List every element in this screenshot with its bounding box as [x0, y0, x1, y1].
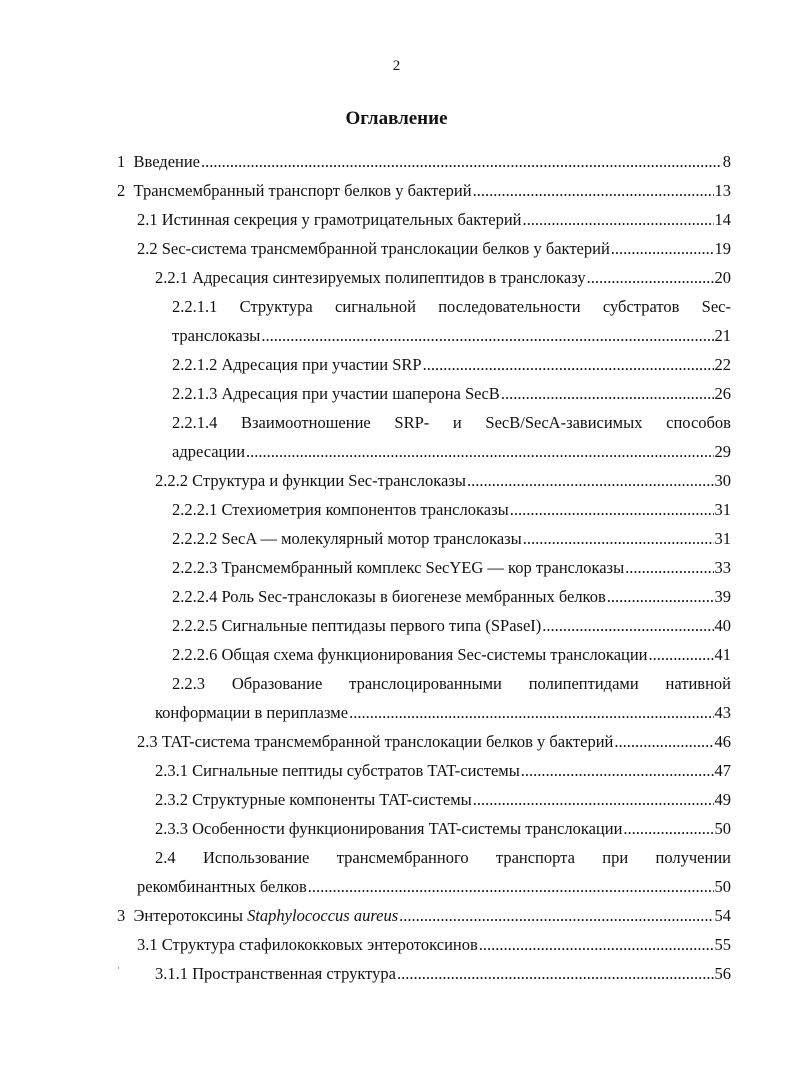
entry-title-line	[172, 293, 731, 322]
entry-page: 39	[714, 587, 731, 606]
entry-title: Пространственная структура	[192, 964, 396, 983]
entry-page: 30	[714, 471, 731, 490]
entry-title-word: сигнальной	[335, 297, 416, 316]
entry-page: 49	[714, 790, 731, 809]
dot-leader	[587, 264, 714, 292]
dot-leader	[501, 380, 714, 408]
toc-entry[interactable]	[117, 177, 731, 206]
entry-title: Адресация синтезируемых полипептидов в транслоказу	[192, 268, 586, 287]
entry-title: транслоказы	[172, 326, 261, 345]
dot-leader	[611, 235, 714, 263]
entry-title: Особенности функционирования TAT-системы транслокации	[192, 819, 623, 838]
toc-entry[interactable]	[137, 728, 731, 757]
entry-number: 2.2.1.4	[172, 413, 218, 432]
dot-leader	[521, 757, 714, 785]
entry-page: 29	[714, 442, 731, 461]
entry-page: 50	[714, 877, 731, 896]
entry-page: 40	[714, 616, 731, 635]
entry-title-word: последовательности	[438, 297, 581, 316]
toc-entry[interactable]	[155, 960, 731, 989]
entry-title-line	[172, 409, 731, 438]
entry-title-word: и	[452, 413, 462, 432]
entry-title: Структура стафилококковых энтеротоксинов	[161, 935, 478, 954]
dot-leader	[510, 496, 714, 524]
entry-number: 2.3.3	[155, 819, 193, 838]
entry-title-word: Sec-	[701, 297, 731, 316]
dot-leader	[261, 322, 713, 350]
entry-title-word: трансмембранного	[336, 848, 469, 867]
toc-entry-continuation[interactable]	[172, 438, 731, 467]
toc-title: Оглавление	[345, 108, 448, 129]
entry-page: 46	[714, 732, 731, 751]
entry-title: рекомбинантных белков	[137, 877, 307, 896]
dot-leader	[201, 148, 722, 176]
entry-number: 2.3.1	[155, 761, 193, 780]
dot-leader	[607, 583, 714, 611]
entry-title: Роль Sec-транслоказы в биогенезе мембранных белков	[221, 587, 606, 606]
entry-title: Адресация при участии шаперона SecB	[221, 384, 500, 403]
page-number: 2	[392, 58, 401, 74]
entry-title: TAT-система трансмембранной транслокации белков у бактерий	[161, 732, 614, 751]
entry-number: 2.2.2.1	[172, 500, 222, 519]
entry-number: 2.2.3	[172, 674, 205, 693]
entry-page: 22	[714, 355, 731, 374]
entry-title: Стехиометрия компонентов транслоказы	[221, 500, 509, 519]
toc-entry[interactable]	[172, 583, 731, 612]
toc-entry[interactable]	[172, 293, 731, 322]
entry-title: Трансмембранный комплекс SecYEG — кор транслоказы	[221, 558, 625, 577]
entry-number: 2	[117, 181, 134, 200]
dot-leader	[614, 728, 713, 756]
entry-title-word: нативной	[665, 674, 731, 693]
toc-entry[interactable]	[172, 612, 731, 641]
dot-leader	[542, 612, 713, 640]
entry-number: 2.2.2	[155, 471, 193, 490]
dot-leader	[473, 786, 714, 814]
toc-entry[interactable]	[155, 757, 731, 786]
entry-title-word: полипептидами	[528, 674, 639, 693]
toc-entry[interactable]	[137, 206, 731, 235]
entry-number: 2.1	[137, 210, 162, 229]
entry-number: 3.1.1	[155, 964, 193, 983]
entry-title: Адресация при участии SRP	[221, 355, 422, 374]
entry-number: 2.2.1	[155, 268, 193, 287]
dot-leader	[623, 815, 713, 843]
entry-title: Общая схема функционирования Sec-системы транслокации	[221, 645, 648, 664]
toc-entry[interactable]	[155, 467, 731, 496]
entry-title-line	[155, 844, 731, 873]
entry-number: 2.2.2.5	[172, 616, 222, 635]
dot-leader	[467, 467, 714, 495]
entry-page: 14	[714, 210, 731, 229]
entry-title-word: транслоцированными	[349, 674, 502, 693]
entry-number: 2.2.1.2	[172, 355, 222, 374]
dot-leader	[308, 873, 714, 901]
entry-number: 2.2	[137, 239, 162, 258]
entry-title-word: SecB/SecA-зависимых	[485, 413, 643, 432]
toc-entry[interactable]	[137, 931, 731, 960]
dot-leader	[246, 438, 713, 466]
dot-leader	[479, 931, 714, 959]
toc-entry-continuation[interactable]	[137, 873, 731, 902]
species-name: Staphylococcus aureus	[247, 906, 399, 925]
entry-number: 2.2.1.3	[172, 384, 222, 403]
toc-entry[interactable]	[172, 380, 731, 409]
entry-title: SecA — молекулярный мотор транслоказы	[221, 529, 522, 548]
entry-number: 1	[117, 152, 134, 171]
toc-entry[interactable]	[172, 496, 731, 525]
dot-leader	[649, 641, 714, 669]
toc-entry-continuation[interactable]	[172, 322, 731, 351]
entry-number: 2.2.1.1	[172, 297, 218, 316]
entry-page: 43	[714, 703, 731, 722]
entry-title: адресации	[172, 442, 246, 461]
dot-leader	[397, 960, 714, 988]
entry-page: 47	[714, 761, 731, 780]
entry-title-word: способов	[666, 413, 731, 432]
toc-entry-continuation[interactable]	[155, 699, 731, 728]
toc-entry[interactable]	[117, 902, 731, 931]
entry-page: 56	[714, 964, 731, 983]
entry-number: 3.1	[137, 935, 162, 954]
entry-title-word: транспорта	[495, 848, 575, 867]
entry-title-word: Взаимоотношение	[241, 413, 371, 432]
entry-title-word: при	[602, 848, 629, 867]
entry-page: 31	[714, 529, 731, 548]
entry-title-word: Образование	[231, 674, 323, 693]
entry-title-word: получении	[655, 848, 731, 867]
toc-entry[interactable]	[117, 148, 731, 177]
entry-title-line	[172, 670, 731, 699]
entry-title: Sec-система трансмембранной транслокации белков у бактерий	[161, 239, 610, 258]
toc-entry[interactable]	[172, 670, 731, 699]
entry-page: 31	[714, 500, 731, 519]
entry-title: конформации в периплазме	[155, 703, 349, 722]
entry-page: 54	[714, 906, 731, 925]
entry-page: 19	[714, 239, 731, 258]
entry-title	[134, 902, 399, 930]
entry-page: 50	[714, 819, 731, 838]
entry-title: Сигнальные пептиды субстратов TAT-системы	[192, 761, 520, 780]
entry-page: 8	[722, 152, 731, 171]
entry-page: 55	[714, 935, 731, 954]
entry-title-word: субстратов	[602, 297, 680, 316]
dot-leader	[399, 902, 713, 930]
scan-speck: ·	[117, 963, 120, 973]
dot-leader	[625, 554, 713, 582]
entry-number: 2.3.2	[155, 790, 193, 809]
dot-leader	[473, 177, 714, 205]
entry-page: 41	[714, 645, 731, 664]
dot-leader	[523, 525, 714, 553]
entry-number: 2.4	[155, 848, 176, 867]
entry-page: 13	[714, 181, 731, 200]
entry-title: Структурные компоненты TAT-системы	[192, 790, 472, 809]
entry-title-word: Использование	[202, 848, 310, 867]
entry-number: 2.3	[137, 732, 162, 751]
toc-entry[interactable]	[172, 525, 731, 554]
dot-leader	[349, 699, 713, 727]
toc-entry[interactable]	[172, 641, 731, 670]
entry-number: 2.2.2.4	[172, 587, 222, 606]
toc-entry[interactable]	[137, 235, 731, 264]
toc-entry[interactable]	[172, 409, 731, 438]
entry-title: Трансмембранный транспорт белков у бактерий	[133, 181, 472, 200]
dot-leader	[523, 206, 714, 234]
dot-leader	[423, 351, 714, 379]
toc-entry[interactable]	[155, 786, 731, 815]
toc-entry[interactable]	[172, 554, 731, 583]
entry-page: 20	[714, 268, 731, 287]
entry-number: 2.2.2.6	[172, 645, 222, 664]
toc-entry[interactable]	[155, 264, 731, 293]
entry-number: 2.2.2.2	[172, 529, 222, 548]
toc-entry[interactable]	[155, 815, 731, 844]
entry-page: 33	[714, 558, 731, 577]
entry-title-word: SRP-	[394, 413, 430, 432]
toc-entry[interactable]	[172, 351, 731, 380]
entry-title-text: Энтеротоксины	[133, 906, 248, 925]
entry-title: Сигнальные пептидазы первого типа (SPaseI)	[221, 616, 542, 635]
entry-number: 2.2.2.3	[172, 558, 222, 577]
toc-entry[interactable]	[155, 844, 731, 873]
entry-title-word: Структура	[239, 297, 313, 316]
entry-page: 21	[714, 326, 731, 345]
entry-number: 3	[117, 906, 134, 925]
entry-page: 26	[714, 384, 731, 403]
entry-title: Введение	[133, 152, 201, 171]
entry-title: Структура и функции Sec-транслоказы	[192, 471, 466, 490]
entry-title: Истинная секреция у грамотрицательных бактерий	[161, 210, 522, 229]
